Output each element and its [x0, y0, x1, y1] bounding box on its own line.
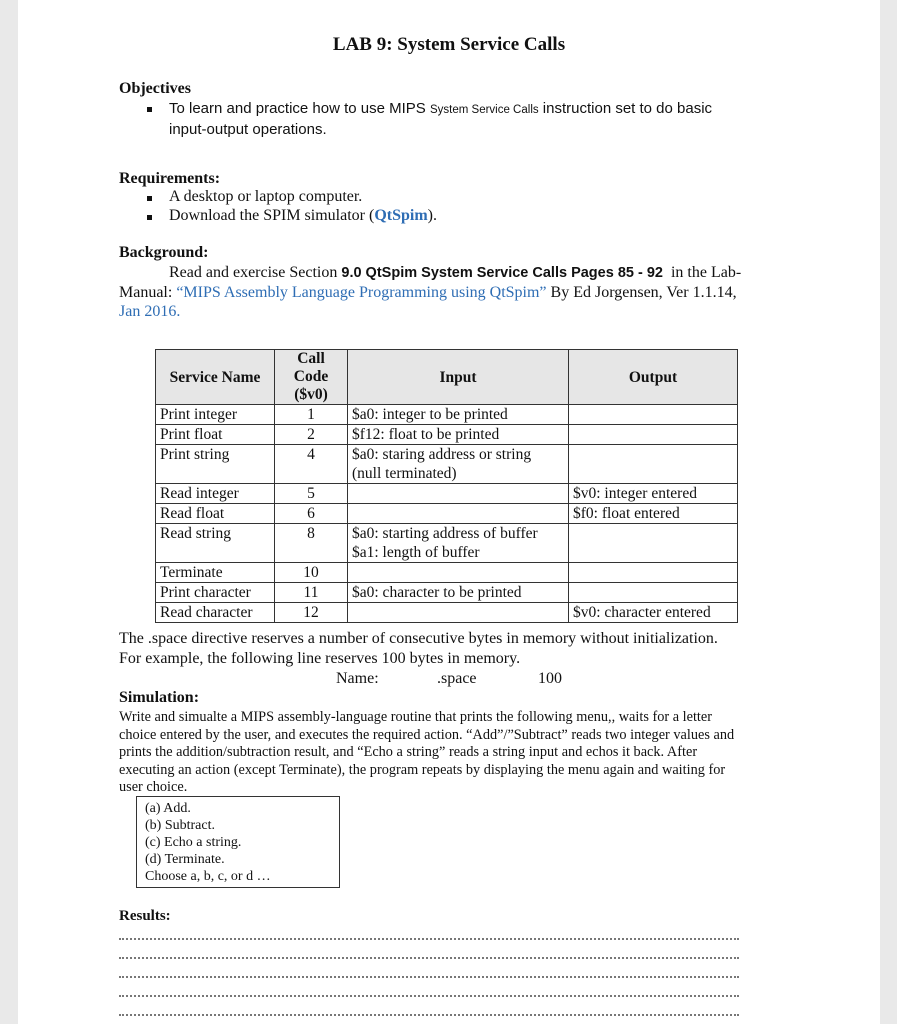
requirement-item: Download the SPIM simulator (QtSpim). [169, 207, 437, 224]
bullet-icon [147, 215, 152, 220]
table-row: Print character 11 $a0: character to be printed [156, 583, 738, 603]
objective-item: To learn and practice how to use MIPS System Service Calls instruction set to do basic [169, 100, 713, 117]
document-page [18, 0, 880, 1024]
service-calls-table [155, 349, 738, 623]
column-header: Call Code ($v0) [275, 350, 348, 405]
qtspim-link[interactable]: QtSpim [374, 207, 428, 224]
column-header: Service Name [156, 350, 275, 405]
table-row: Print float 2 $f12: float to be printed [156, 425, 738, 445]
space-example-label: Name: [336, 670, 379, 687]
page-title: LAB 9: System Service Calls [332, 34, 566, 55]
simulation-heading: Simulation: [119, 689, 200, 706]
menu-item: (b) Subtract. [145, 818, 215, 833]
background-heading: Background: [119, 244, 209, 261]
simulation-description: Write and simualte a MIPS assembly-language routine that prints the following menu,, waits for a letter choice entered by the user, and executes the required action. “Add”/”Subtract” reads two integer values and prints the addition/subtraction result, and “Echo a string” reads a string input and echos it back. After executing an action (except Terminate), the program repeats by displaying the menu again and waiting for user choice. [119, 709, 735, 796]
menu-box [136, 796, 340, 888]
objectives-heading: Objectives [119, 80, 191, 97]
bullet-icon [147, 107, 152, 112]
objective-item-line2: input-output operations. [169, 121, 327, 138]
menu-prompt: Choose a, b, c, or d … [145, 869, 271, 884]
space-example-directive: .space [437, 670, 477, 687]
table-row: Read integer 5 $v0: integer entered [156, 484, 738, 504]
answer-line [119, 938, 739, 940]
table-row: Print string 4 $a0: staring address or string (null terminated) [156, 445, 738, 484]
manual-link[interactable]: “MIPS Assembly Language Programming using QtSpim” [176, 284, 547, 301]
answer-line [119, 1014, 739, 1016]
requirements-heading: Requirements: [119, 170, 221, 187]
background-line: Manual: “MIPS Assembly Language Programming using QtSpim” By Ed Jorgensen, Ver 1.1.14, [119, 284, 737, 301]
space-directive-text: For example, the following line reserves 100 bytes in memory. [119, 650, 521, 667]
menu-item: (c) Echo a string. [145, 835, 242, 850]
answer-line [119, 976, 739, 978]
table-row: Read float 6 $f0: float entered [156, 504, 738, 524]
space-directive-text: The .space directive reserves a number of consecutive bytes in memory without initialization. [119, 630, 718, 647]
table-header-row [156, 350, 738, 405]
table-row: Terminate 10 [156, 563, 738, 583]
table-row: Read character 12 $v0: character entered [156, 603, 738, 623]
requirement-item: A desktop or laptop computer. [169, 188, 363, 205]
table-row: Read string 8 $a0: starting address of buffer $a1: length of buffer [156, 524, 738, 563]
bullet-icon [147, 196, 152, 201]
space-example-value: 100 [538, 670, 562, 687]
column-header: Input [348, 350, 569, 405]
answer-line [119, 995, 739, 997]
column-header: Output [569, 350, 738, 405]
answer-line [119, 957, 739, 959]
menu-item: (d) Terminate. [145, 852, 225, 867]
background-line: Read and exercise Section 9.0 QtSpim System Service Calls Pages 85 - 92 in the Lab- [169, 264, 742, 281]
background-line: Jan 2016. [119, 303, 181, 320]
results-heading: Results: [119, 908, 171, 924]
menu-item: (a) Add. [145, 801, 191, 816]
table-row: Print integer 1 $a0: integer to be printed [156, 405, 738, 425]
